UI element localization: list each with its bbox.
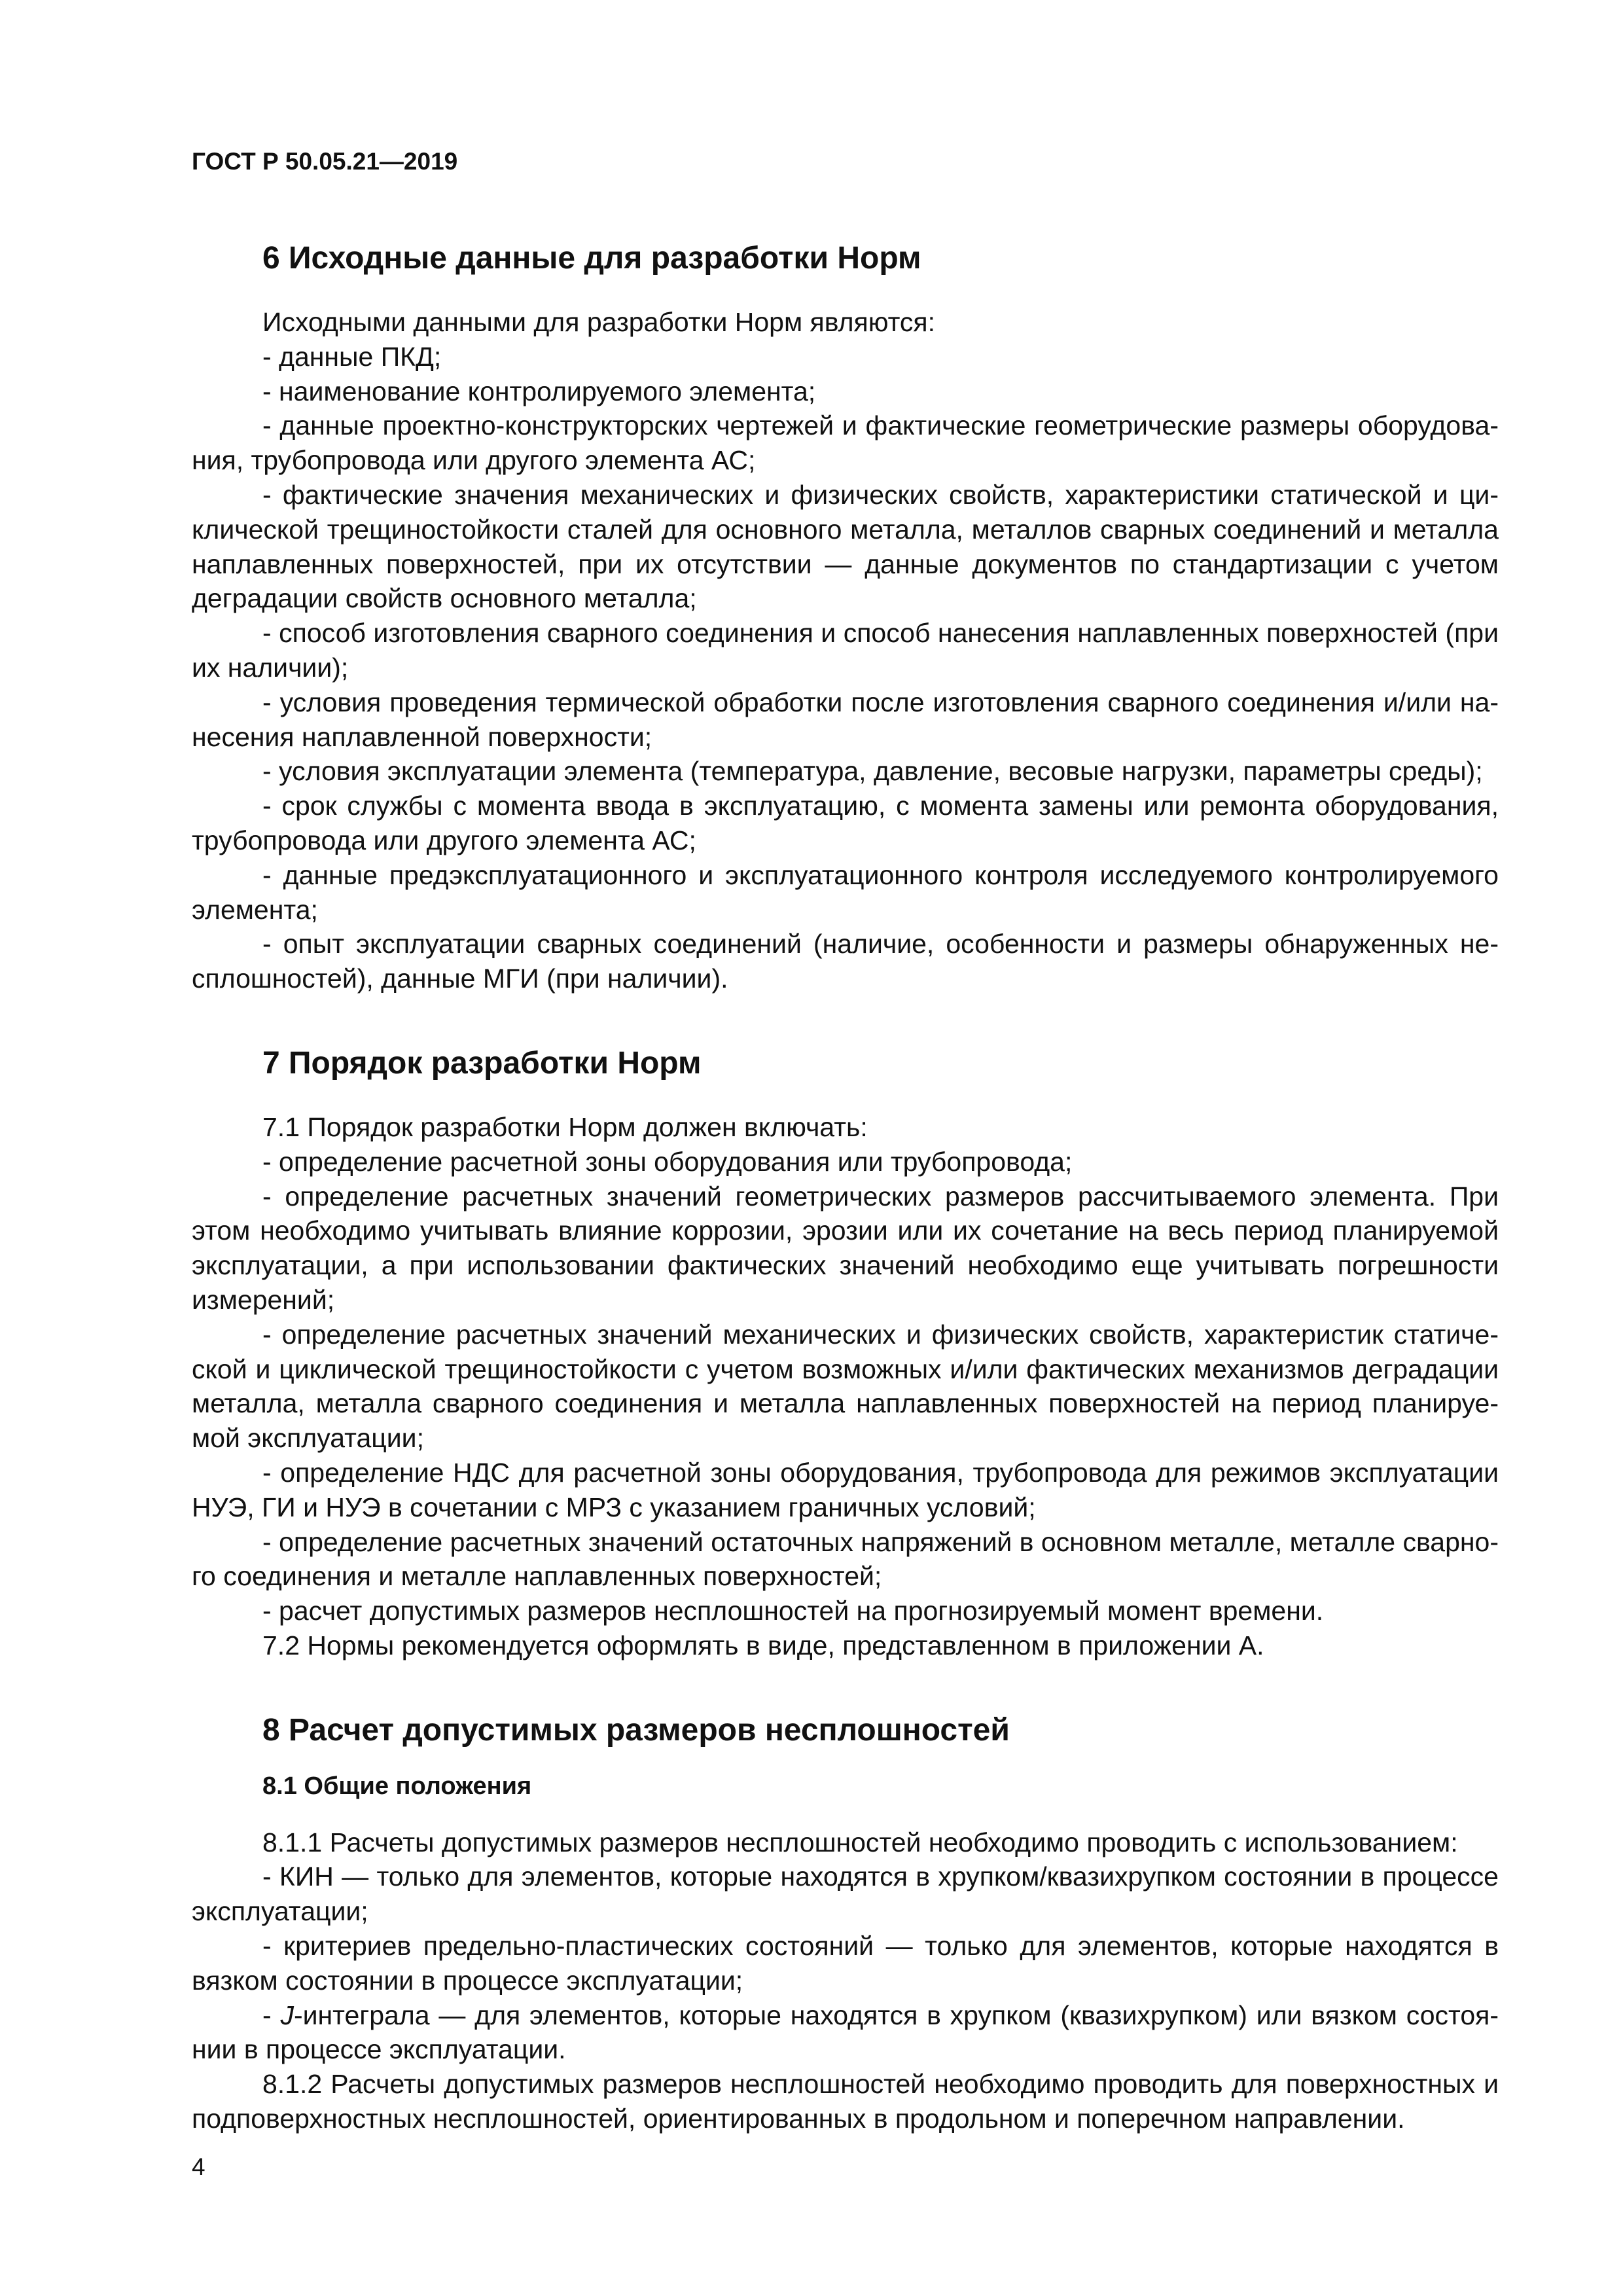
section-6-heading: 6 Исходные данные для разработки Норм bbox=[262, 241, 921, 276]
list-item: - условия проведения термической обработки после изготовления сварного соединения и/или нанесения наплавленной поверхности; bbox=[192, 687, 1499, 752]
list-item-j-integral bbox=[192, 1998, 1499, 2068]
list-item: - способ изготовления сварного соединения и способ нанесения наплавленных поверхностей (при их наличии); bbox=[192, 618, 1499, 683]
j-prefix: - bbox=[262, 2000, 281, 2030]
list-item: - данные предэксплуатационного и эксплуатационного контроля исследуемого контролируемого элемента; bbox=[192, 859, 1499, 925]
paragraph: 7.2 Нормы рекомендуется оформлять в виде, представленном в приложении А. bbox=[262, 1630, 1264, 1660]
list-item: - определение расчетной зоны оборудования или трубопровода; bbox=[262, 1146, 1073, 1177]
subsection-8-1-heading: 8.1 Общие положения bbox=[262, 1772, 532, 1800]
page-content bbox=[192, 236, 1499, 2136]
list-item: - расчет допустимых размеров несплошностей на прогнозируемый момент времени. bbox=[262, 1596, 1324, 1626]
j-symbol: J bbox=[280, 2000, 294, 2030]
document-header: ГОСТ Р 50.05.21—2019 bbox=[192, 148, 458, 175]
section-7-heading: 7 Порядок разработки Норм bbox=[262, 1045, 702, 1081]
list-item: - данные проектно-конструкторских чертежей и фактические геометрические размеры оборудования, трубопровода или другого элемента АС; bbox=[192, 410, 1499, 476]
list-item: - данные ПКД; bbox=[262, 341, 442, 372]
paragraph: Исходными данными для разработки Норм являются: bbox=[262, 307, 935, 337]
list-item: - определение НДС для расчетной зоны оборудования, трубопровода для режимов эксплуатации НУЭ, ГИ и НУЭ в сочетании с МРЗ с указанием граничных условий; bbox=[192, 1457, 1499, 1522]
list-item: - условия эксплуатации элемента (температура, давление, весовые нагрузки, параметры среды); bbox=[262, 756, 1483, 787]
paragraph: 8.1.1 Расчеты допустимых размеров несплошностей необходимо проводить с использованием: bbox=[262, 1827, 1458, 1857]
paragraph: 8.1.2 Расчеты допустимых размеров несплошностей необходимо проводить для поверхностных и подповерхностных несплошностей, ориентированных в продольном и поперечном направлении. bbox=[192, 2069, 1499, 2134]
list-item: - определение расчетных значений остаточных напряжений в основном металле, металле сварного соединения и металле наплавленных поверхностей; bbox=[192, 1526, 1499, 1592]
section-8-heading: 8 Расчет допустимых размеров несплошностей bbox=[262, 1712, 1010, 1748]
paragraph: 7.1 Порядок разработки Норм должен включать: bbox=[262, 1111, 868, 1142]
list-item: - наименование контролируемого элемента; bbox=[262, 376, 816, 406]
list-item: - критериев предельно-пластических состояний — только для элементов, которые находятся в вязком состоянии в процессе эксплуатации; bbox=[192, 1931, 1499, 1996]
list-item: - опыт эксплуатации сварных соединений (наличие, особенности и размеры обнаруженных несплошностей), данные МГИ (при наличии). bbox=[192, 929, 1499, 994]
j-text: -интеграла — для элементов, которые находятся в хрупком (квазихрупком) или вязком состоянии в процессе эксплуатации. bbox=[192, 2000, 1499, 2065]
list-item: - определение расчетных значений геометрических размеров рассчитываемого элемента. При этом необходимо учитывать влияние коррозии, эрозии или их сочетание на весь период планируемой эксплуатации, а при использовании фактических значений необходимо еще учитывать погрешности измерений; bbox=[192, 1181, 1499, 1315]
section-6-body bbox=[192, 305, 1499, 996]
list-item: - фактические значения механических и физических свойств, характеристики статической и циклической трещиностойкости сталей для основного металла, металлов сварных соединений и металла наплавленных поверхностей, при их отсутствии — данные документов по стандартизации с учетом деградации свойств основного металла; bbox=[192, 479, 1499, 614]
list-item: - срок службы с момента ввода в эксплуатацию, с момента замены или ремонта оборудования, трубопровода или другого элемента АС; bbox=[192, 791, 1499, 855]
section-7-body bbox=[192, 1110, 1499, 1663]
section-8-body bbox=[192, 1825, 1499, 2136]
page-number: 4 bbox=[192, 2153, 205, 2180]
list-item: - КИН — только для элементов, которые находятся в хрупком/квазихрупком состоянии в процессе эксплуатации; bbox=[192, 1861, 1499, 1927]
list-item: - определение расчетных значений механических и физических свойств, характеристик статической и циклической трещиностойкости с учетом возможных и/или фактических механизмов деградации металла, металла сварного соединения и металла наплавленных поверхностей на период планируемой эксплуатации; bbox=[192, 1319, 1499, 1454]
